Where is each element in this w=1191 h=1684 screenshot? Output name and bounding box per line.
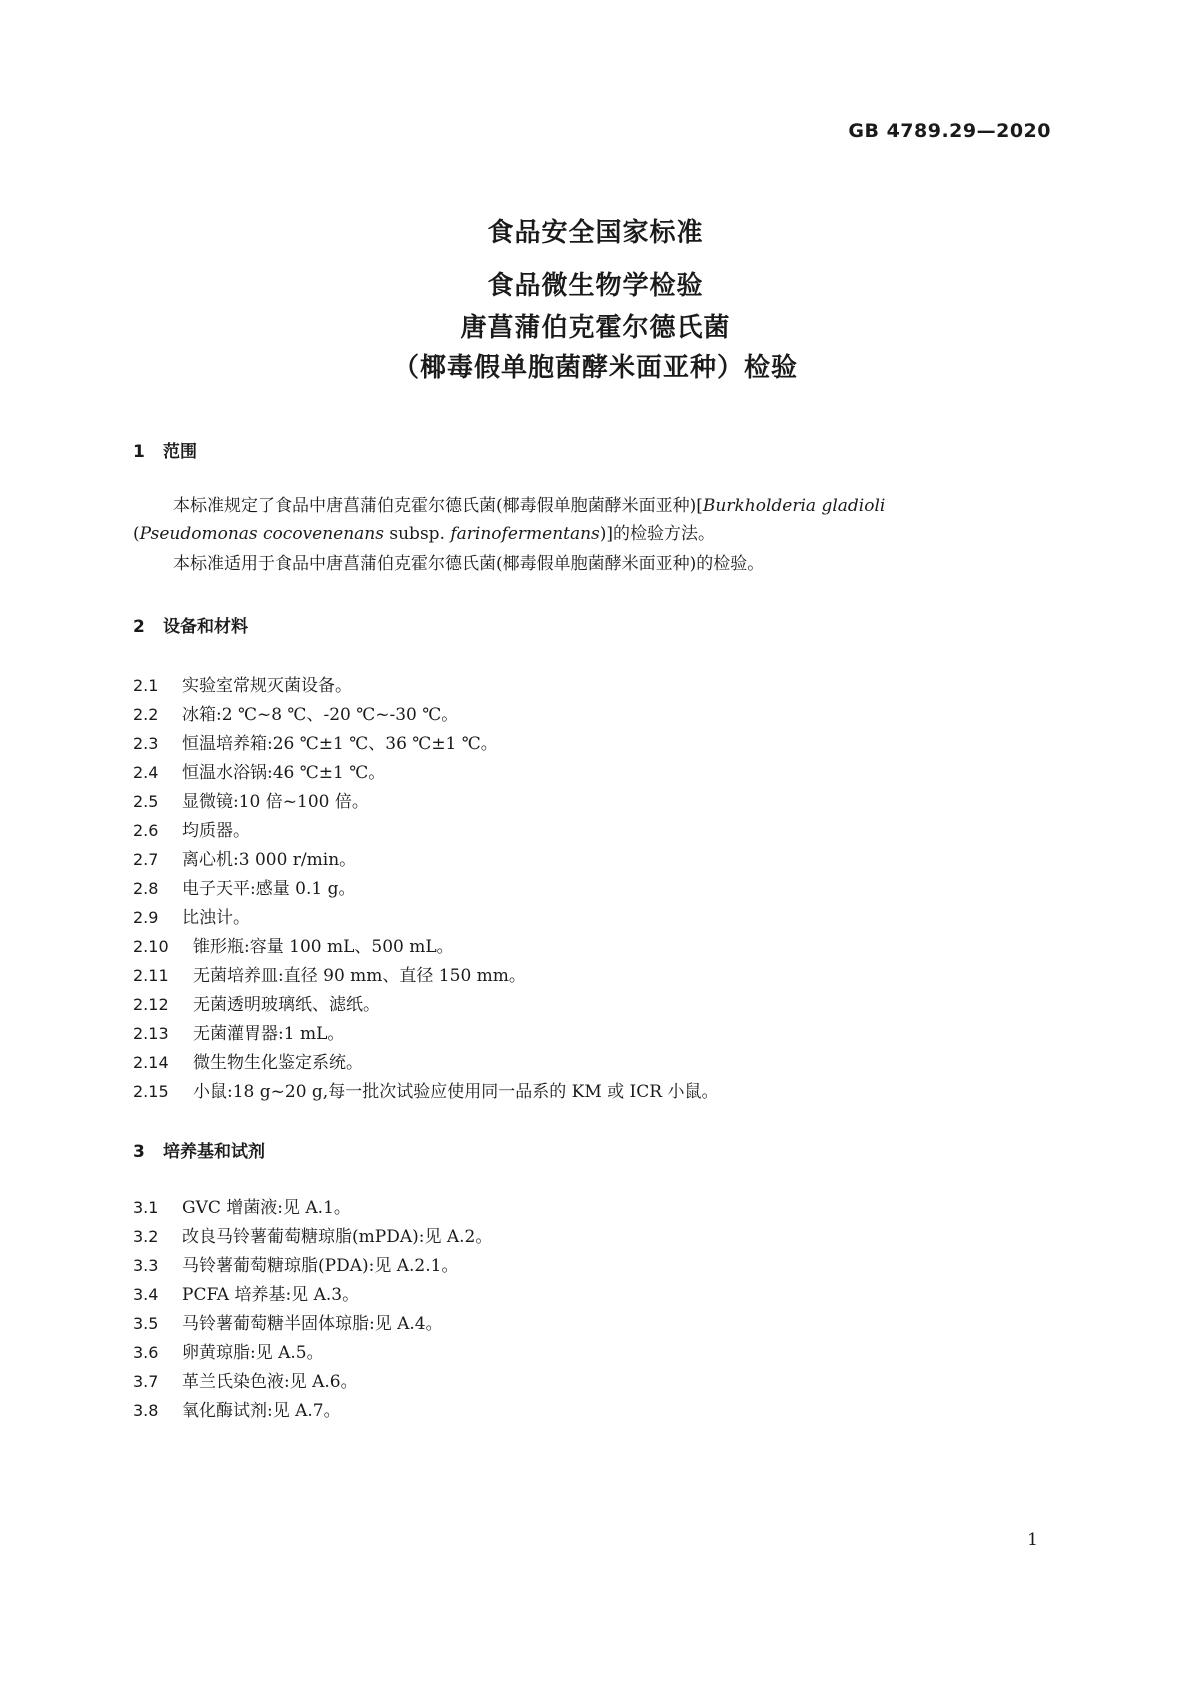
item-text: 卵黄琼脂:见 A.5。 bbox=[182, 1343, 324, 1363]
item-text: 比浊计。 bbox=[182, 908, 250, 928]
item-number: 3.3 bbox=[133, 1256, 159, 1275]
list-item bbox=[133, 903, 250, 928]
species-name: Burkholderia gladioli bbox=[702, 496, 886, 516]
text-run: 本标准适用于食品中唐菖蒲伯克霍尔德氏菌(椰毒假单胞菌酵米面亚种)的检验。 bbox=[173, 554, 765, 574]
item-number: 2.3 bbox=[133, 734, 159, 753]
item-number: 2.10 bbox=[133, 937, 169, 956]
item-number: 3.7 bbox=[133, 1372, 159, 1391]
text-run: subsp. bbox=[383, 524, 451, 544]
scope-paragraph-1 bbox=[133, 492, 1053, 548]
section-title: 范围 bbox=[163, 442, 197, 462]
list-item bbox=[133, 1251, 458, 1276]
item-text: 氧化酶试剂:见 A.7。 bbox=[182, 1401, 341, 1421]
item-text: 均质器。 bbox=[182, 821, 250, 841]
item-text: 微生物生化鉴定系统。 bbox=[193, 1053, 363, 1073]
item-text: 离心机:3 000 r/min。 bbox=[182, 850, 357, 870]
scope-paragraph-2 bbox=[133, 550, 1053, 578]
item-number: 3.1 bbox=[133, 1198, 159, 1217]
item-number: 2.9 bbox=[133, 908, 159, 927]
item-number: 3.8 bbox=[133, 1401, 159, 1420]
item-number: 2.1 bbox=[133, 676, 159, 695]
section-number: 1 bbox=[133, 442, 145, 462]
list-item bbox=[133, 816, 250, 841]
item-text: 马铃薯葡萄糖半固体琼脂:见 A.4。 bbox=[182, 1314, 443, 1334]
list-item bbox=[133, 1077, 718, 1102]
list-item bbox=[133, 1338, 324, 1363]
section-2-heading bbox=[133, 612, 248, 637]
item-number: 2.5 bbox=[133, 792, 159, 811]
item-text: 锥形瓶:容量 100 mL、500 mL。 bbox=[193, 937, 454, 957]
list-item bbox=[133, 729, 498, 754]
item-text: 恒温培养箱:26 ℃±1 ℃、36 ℃±1 ℃。 bbox=[182, 734, 498, 754]
list-item bbox=[133, 1048, 363, 1073]
list-item bbox=[133, 874, 355, 899]
item-number: 2.13 bbox=[133, 1024, 169, 1043]
item-text: 无菌灌胃器:1 mL。 bbox=[193, 1024, 345, 1044]
item-number: 2.6 bbox=[133, 821, 159, 840]
item-number: 2.8 bbox=[133, 879, 159, 898]
section-title: 培养基和试剂 bbox=[163, 1142, 265, 1162]
list-item bbox=[133, 1367, 358, 1392]
list-item bbox=[133, 758, 385, 783]
page-number: 1 bbox=[1027, 1530, 1038, 1550]
list-item bbox=[133, 1019, 344, 1044]
list-item bbox=[133, 990, 380, 1015]
list-item bbox=[133, 1309, 443, 1334]
title-sub-2: 唐菖蒲伯克霍尔德氏菌 bbox=[460, 313, 731, 343]
item-text: 显微镜:10 倍~100 倍。 bbox=[182, 792, 369, 812]
item-text: 马铃薯葡萄糖琼脂(PDA):见 A.2.1。 bbox=[182, 1256, 459, 1276]
item-text: GVC 增菌液:见 A.1。 bbox=[182, 1198, 351, 1218]
title-sub-1: 食品微生物学检验 bbox=[487, 271, 704, 301]
item-text: 实验室常规灭菌设备。 bbox=[182, 676, 352, 696]
title-main: 食品安全国家标准 bbox=[487, 218, 704, 248]
text-run: 本标准规定了食品中唐菖蒲伯克霍尔德氏菌(椰毒假单胞菌酵米面亚种)[ bbox=[173, 496, 703, 516]
item-number: 2.7 bbox=[133, 850, 159, 869]
list-item bbox=[133, 1193, 351, 1218]
item-number: 3.6 bbox=[133, 1343, 159, 1362]
item-number: 2.11 bbox=[133, 966, 169, 985]
list-item bbox=[133, 1396, 341, 1421]
text-run: )]的检验方法。 bbox=[599, 524, 716, 544]
item-text: 革兰氏染色液:见 A.6。 bbox=[182, 1372, 358, 1392]
item-text: 恒温水浴锅:46 ℃±1 ℃。 bbox=[182, 763, 386, 783]
item-text: 无菌培养皿:直径 90 mm、直径 150 mm。 bbox=[193, 966, 526, 986]
list-item bbox=[133, 845, 356, 870]
text-run: ( bbox=[133, 524, 140, 544]
section-title: 设备和材料 bbox=[163, 617, 248, 637]
title-sub-3: （椰毒假单胞菌酵米面亚种）检验 bbox=[392, 353, 798, 383]
list-item bbox=[133, 787, 369, 812]
standard-code: GB 4789.29—2020 bbox=[848, 120, 1051, 142]
section-1-heading bbox=[133, 437, 197, 462]
item-number: 2.12 bbox=[133, 995, 169, 1014]
item-number: 2.2 bbox=[133, 705, 159, 724]
subspecies-name: farinofermentans bbox=[450, 524, 600, 544]
item-text: 电子天平:感量 0.1 g。 bbox=[182, 879, 356, 899]
item-text: 改良马铃薯葡萄糖琼脂(mPDA):见 A.2。 bbox=[182, 1227, 493, 1247]
item-number: 3.2 bbox=[133, 1227, 159, 1246]
list-item bbox=[133, 961, 526, 986]
species-name: Pseudomonas cocovenenans bbox=[139, 524, 384, 544]
section-number: 3 bbox=[133, 1142, 145, 1162]
item-number: 3.5 bbox=[133, 1314, 159, 1333]
list-item bbox=[133, 932, 454, 957]
item-text: 冰箱:2 ℃~8 ℃、-20 ℃~-30 ℃。 bbox=[182, 705, 459, 725]
item-text: 无菌透明玻璃纸、滤纸。 bbox=[193, 995, 380, 1015]
item-number: 3.4 bbox=[133, 1285, 159, 1304]
item-number: 2.14 bbox=[133, 1053, 169, 1072]
list-item bbox=[133, 1222, 492, 1247]
item-number: 2.4 bbox=[133, 763, 159, 782]
item-text: PCFA 培养基:见 A.3。 bbox=[182, 1285, 360, 1305]
list-item bbox=[133, 671, 352, 696]
section-number: 2 bbox=[133, 617, 145, 637]
item-text: 小鼠:18 g~20 g,每一批次试验应使用同一品系的 KM 或 ICR 小鼠。 bbox=[193, 1082, 719, 1102]
section-3-heading bbox=[133, 1137, 265, 1162]
list-item bbox=[133, 1280, 359, 1305]
item-number: 2.15 bbox=[133, 1082, 169, 1101]
list-item bbox=[133, 700, 458, 725]
